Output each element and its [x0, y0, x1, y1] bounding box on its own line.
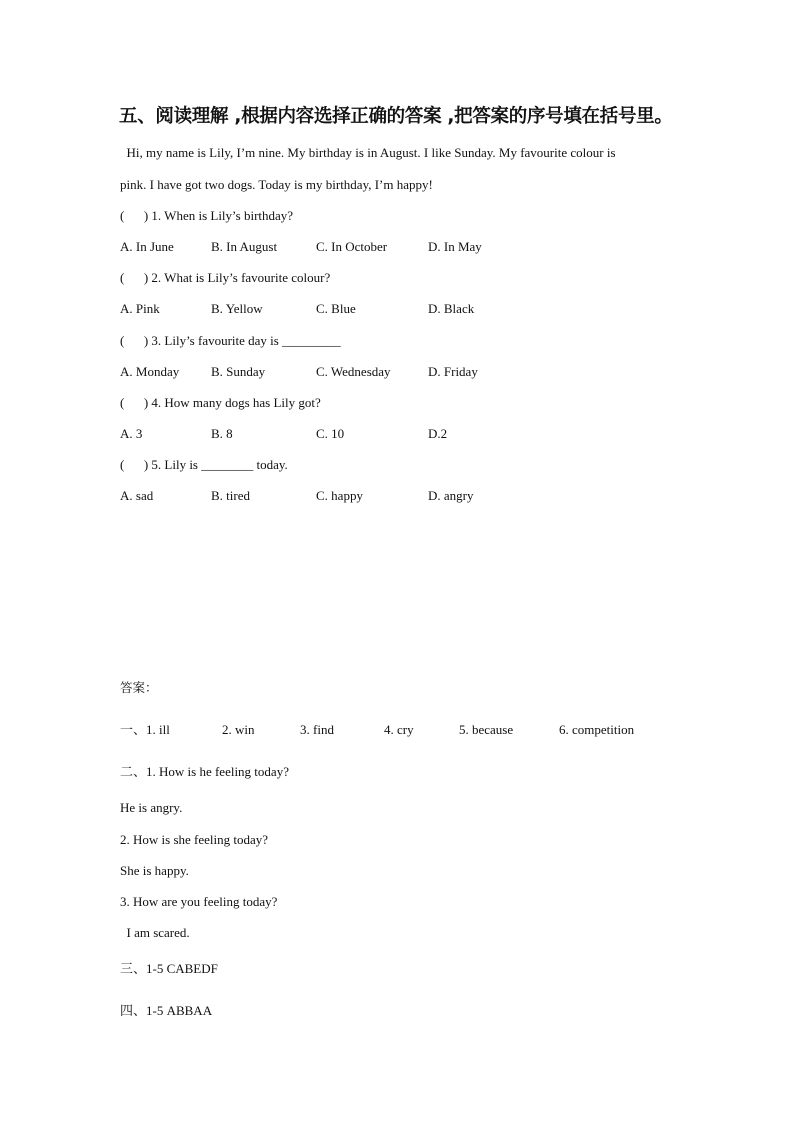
- question-2-option: B. Yellow: [211, 301, 263, 317]
- question-2: ( ) 2. What is Lily’s favourite colour?: [120, 270, 331, 286]
- question-3-option: B. Sunday: [211, 363, 266, 379]
- section-title: 五、阅读理解 ,根据内容选择正确的答案 ,把答案的序号填在括号里。: [119, 106, 673, 127]
- answer-1-5: 5. because: [459, 722, 514, 737]
- answer-2-line: I am scared.: [120, 925, 190, 940]
- question-3-option: A. Monday: [120, 363, 180, 379]
- answer-3: 三、1-5 CABEDF: [120, 961, 218, 976]
- question-1-option: D. In May: [428, 239, 482, 254]
- question-4-option: A. 3: [120, 425, 143, 441]
- answer-1-1: 一、1. ill: [120, 722, 170, 737]
- question-5-option: B. tired: [211, 488, 250, 504]
- question-1-option: B. In August: [211, 239, 278, 254]
- question-4-option: C. 10: [316, 425, 345, 441]
- answer-2-line: 二、1. How is he feeling today?: [120, 764, 289, 779]
- answer-1-4: 4. cry: [384, 722, 414, 737]
- answer-2-line: 2. How is she feeling today?: [120, 832, 269, 847]
- question-4: ( ) 4. How many dogs has Lily got?: [120, 394, 321, 410]
- question-5-option: C. happy: [316, 488, 363, 504]
- answer-4: 四、1-5 ABBAA: [120, 1003, 213, 1018]
- answer-1-3: 3. find: [300, 722, 334, 737]
- question-5-option: D. angry: [428, 488, 474, 504]
- question-2-option: A. Pink: [120, 301, 160, 317]
- question-1-option: C. In October: [316, 239, 388, 254]
- question-5-option: A. sad: [120, 488, 154, 504]
- answer-2-line: He is angry.: [120, 800, 183, 815]
- question-4-option: B. 8: [211, 425, 233, 441]
- question-5: ( ) 5. Lily is ________ today.: [120, 457, 288, 473]
- question-1-option: A. In June: [120, 239, 174, 254]
- answer-2-line: 3. How are you feeling today?: [120, 894, 278, 909]
- question-3: ( ) 3. Lily’s favourite day is _________: [120, 332, 341, 348]
- question-4-option: D.2: [428, 425, 448, 441]
- question-2-option: C. Blue: [316, 301, 356, 317]
- question-3-option: C. Wednesday: [316, 363, 391, 379]
- question-1: ( ) 1. When is Lily’s birthday?: [120, 208, 294, 223]
- passage-line-2: pink. I have got two dogs. Today is my birthday, I’m happy!: [120, 177, 433, 192]
- answers-heading: 答案：: [120, 680, 158, 695]
- answer-1-6: 6. competition: [559, 722, 635, 737]
- question-2-option: D. Black: [428, 301, 475, 317]
- question-3-option: D. Friday: [428, 363, 478, 379]
- answer-1-2: 2. win: [222, 722, 255, 737]
- passage-line-1: Hi, my name is Lily, I’m nine. My birthday is in August. I like Sunday. My favourite colour is: [120, 145, 616, 160]
- answer-2-line: She is happy.: [120, 863, 189, 878]
